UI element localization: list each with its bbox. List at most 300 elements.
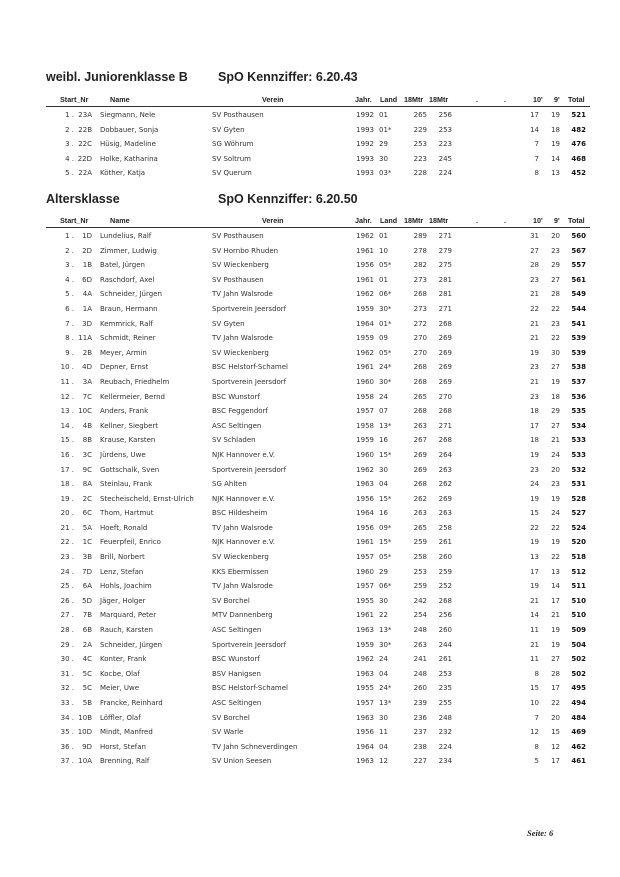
score-18m-1: 270 bbox=[413, 334, 427, 343]
results-table bbox=[46, 108, 590, 181]
start-number: 3A bbox=[82, 377, 92, 386]
score-18m-2: 268 bbox=[438, 319, 452, 328]
shooter-name: Zimmer, Ludwig bbox=[100, 246, 157, 255]
region-code: 30 bbox=[379, 596, 388, 605]
region-code: 01* bbox=[379, 125, 392, 134]
region-code: 30* bbox=[379, 377, 392, 386]
total: 537 bbox=[571, 377, 586, 386]
count-9: 19 bbox=[551, 494, 560, 503]
region-code: 07 bbox=[379, 407, 388, 416]
start-number: 8A bbox=[82, 480, 92, 489]
total: 482 bbox=[571, 125, 586, 134]
region-code: 04 bbox=[379, 480, 388, 489]
score-18m-1: 260 bbox=[413, 684, 427, 693]
rank: 11 . bbox=[60, 377, 74, 386]
count-10: 21 bbox=[530, 334, 539, 343]
club-name: MTV Dannenberg bbox=[212, 611, 273, 620]
start-number: 2C bbox=[82, 494, 92, 503]
shooter-name: Batel, Jürgen bbox=[100, 261, 145, 270]
table-row bbox=[46, 390, 590, 405]
shooter-name: Konter, Frank bbox=[100, 655, 147, 664]
rank: 26 . bbox=[60, 596, 74, 605]
count-10: 22 bbox=[530, 304, 539, 313]
club-name: Sportverein Jeersdorf bbox=[212, 640, 287, 649]
start-number: 3C bbox=[82, 450, 92, 459]
count-10: 23 bbox=[530, 275, 539, 284]
region-code: 03* bbox=[379, 169, 392, 178]
start-number: 6D bbox=[82, 275, 92, 284]
total: 476 bbox=[571, 140, 586, 149]
score-18m-2: 253 bbox=[438, 669, 452, 678]
rank: 34 . bbox=[60, 713, 74, 722]
start-number: 4C bbox=[82, 655, 92, 664]
start-nr-header: Start_Nr bbox=[60, 216, 89, 225]
score-18m-2: 268 bbox=[438, 407, 452, 416]
table-row bbox=[46, 419, 590, 434]
birth-year: 1993 bbox=[356, 169, 374, 178]
club-name: NJK Hannover e.V. bbox=[212, 450, 276, 459]
score-18m-2: 224 bbox=[438, 169, 452, 178]
region-code: 24* bbox=[379, 684, 392, 693]
birth-year: 1960 bbox=[356, 377, 374, 386]
club-name: SV Borchel bbox=[212, 596, 250, 605]
table-row bbox=[46, 652, 590, 667]
score-18m-2: 268 bbox=[438, 596, 452, 605]
total-header: Total bbox=[568, 95, 585, 104]
shooter-name: Kemmrick, Ralf bbox=[100, 319, 153, 328]
region-code: 30 bbox=[379, 465, 388, 474]
rank: 37 . bbox=[60, 757, 74, 766]
rank: 23 . bbox=[60, 553, 74, 562]
table-row bbox=[46, 317, 590, 332]
score-18m-1: 263 bbox=[413, 509, 427, 518]
rank: 2 . bbox=[65, 246, 74, 255]
count-10: 17 bbox=[530, 111, 539, 119]
score-18m-1: 278 bbox=[413, 246, 427, 255]
club-name: SV Wieckenberg bbox=[212, 348, 269, 357]
score-18m-2: 269 bbox=[438, 348, 452, 357]
region-code: 04 bbox=[379, 742, 388, 751]
region-code: 30 bbox=[379, 154, 388, 163]
score-18m-2: 261 bbox=[438, 538, 452, 547]
total: 469 bbox=[571, 728, 586, 737]
score-18m-1: 259 bbox=[413, 538, 427, 547]
birth-year: 1993 bbox=[356, 125, 374, 134]
region-code: 13* bbox=[379, 626, 392, 635]
total: 539 bbox=[571, 334, 586, 343]
score-18m-1: 237 bbox=[413, 728, 427, 737]
total: 452 bbox=[571, 169, 586, 178]
shooter-name: Reubach, Friedhelm bbox=[100, 377, 170, 386]
shooter-name: Anders, Frank bbox=[100, 407, 149, 416]
spo-code: SpO Kennziffer: 6.20.50 bbox=[218, 192, 358, 206]
score-18m-1: 229 bbox=[413, 125, 427, 134]
club-name: BSC Feggendorf bbox=[212, 407, 268, 416]
start-number: 1B bbox=[82, 261, 92, 270]
count-9: 18 bbox=[551, 392, 560, 401]
table-row bbox=[46, 258, 590, 273]
table-row bbox=[46, 346, 590, 361]
region-code: 05* bbox=[379, 553, 392, 562]
count-10: 18 bbox=[530, 407, 539, 416]
birth-year: 1963 bbox=[356, 669, 374, 678]
region-code: 06* bbox=[379, 290, 392, 299]
count-9: 30 bbox=[551, 348, 560, 357]
club-name: BSV Hanigsen bbox=[212, 669, 261, 678]
count-10: 31 bbox=[530, 232, 539, 240]
count-9: 17 bbox=[551, 596, 560, 605]
club-name: Sportverein Jeersdorf bbox=[212, 377, 287, 386]
total: 512 bbox=[571, 567, 586, 576]
rank: 33 . bbox=[60, 699, 74, 707]
start-number: 4D bbox=[82, 363, 92, 372]
count-10: 19 bbox=[530, 494, 539, 503]
rank: 27 . bbox=[60, 611, 74, 620]
birth-year: 1955 bbox=[356, 596, 374, 605]
count-9: 21 bbox=[551, 436, 560, 445]
score-18m-1: 239 bbox=[413, 699, 427, 707]
total: 560 bbox=[571, 232, 586, 240]
score-18m-2: 248 bbox=[438, 713, 452, 722]
count-10: 28 bbox=[530, 261, 539, 270]
club-name: SV Warle bbox=[212, 728, 244, 737]
rank: 21 . bbox=[60, 523, 74, 532]
count-9: 27 bbox=[551, 275, 560, 284]
start-number: 4B bbox=[82, 421, 92, 430]
land-header: Land bbox=[380, 216, 398, 225]
birth-year: 1963 bbox=[356, 626, 374, 635]
club-name: TV Jahn Walsrode bbox=[212, 290, 273, 299]
table-row bbox=[46, 433, 590, 448]
club-name: SV Soltrum bbox=[212, 154, 252, 163]
nine-header: 9' bbox=[554, 216, 560, 225]
score-18m-1: 267 bbox=[413, 436, 427, 445]
shooter-name: Gottschalk, Sven bbox=[100, 465, 160, 474]
count-9: 19 bbox=[551, 538, 560, 547]
start-number: 7C bbox=[82, 392, 92, 401]
table-row bbox=[46, 579, 590, 594]
birth-year: 1957 bbox=[356, 407, 374, 416]
club-name: KKS Ebermissen bbox=[212, 567, 269, 576]
table-row bbox=[46, 404, 590, 419]
start-number: 4A bbox=[82, 290, 92, 299]
total-header: Total bbox=[568, 216, 585, 225]
shooter-name: Feuerpfeil, Enrico bbox=[100, 538, 161, 547]
club-name: SV Borchel bbox=[212, 713, 250, 722]
shooter-name: Jürdens, Uwe bbox=[100, 450, 146, 459]
start-number: 8B bbox=[82, 436, 92, 445]
table-row bbox=[46, 108, 590, 123]
shooter-name: Rauch, Karsten bbox=[100, 626, 153, 635]
count-9: 23 bbox=[551, 319, 560, 328]
shooter-name: Meyer, Armin bbox=[100, 348, 147, 357]
land-header: Land bbox=[380, 95, 398, 104]
count-9: 19 bbox=[551, 111, 560, 119]
shooter-name: Kellner, Siegbert bbox=[100, 421, 159, 430]
dot-header: . bbox=[476, 216, 478, 225]
total: 549 bbox=[571, 290, 586, 299]
count-10: 21 bbox=[530, 377, 539, 386]
score-18m-1: 273 bbox=[413, 275, 427, 284]
table-row bbox=[46, 166, 590, 181]
count-10: 21 bbox=[530, 596, 539, 605]
start-number: 22A bbox=[78, 169, 92, 178]
count-10: 7 bbox=[534, 713, 539, 722]
count-10: 19 bbox=[530, 582, 539, 591]
count-9: 29 bbox=[551, 407, 560, 416]
table-row bbox=[46, 331, 590, 346]
table-row bbox=[46, 463, 590, 478]
club-name: SV Hornbo Rhuden bbox=[212, 246, 279, 255]
ten-header: 10' bbox=[533, 216, 543, 225]
shooter-name: Schmidt, Reiner bbox=[100, 334, 156, 343]
start-number: 2B bbox=[82, 348, 92, 357]
birth-year: 1959 bbox=[356, 334, 374, 343]
score-18m-2: 260 bbox=[438, 626, 452, 635]
count-10: 18 bbox=[530, 436, 539, 445]
count-9: 19 bbox=[551, 626, 560, 635]
score-18m-2: 269 bbox=[438, 363, 452, 372]
count-10: 19 bbox=[530, 450, 539, 459]
score-18m-1: 265 bbox=[413, 523, 427, 532]
shooter-name: Horst, Stefan bbox=[100, 742, 146, 751]
rank: 1 . bbox=[65, 111, 74, 119]
count-10: 7 bbox=[534, 154, 539, 163]
shooter-name: Köther, Katja bbox=[100, 169, 146, 178]
rank: 9 . bbox=[65, 348, 74, 357]
shooter-name: Hoeft, Ronald bbox=[100, 523, 148, 532]
count-10: 7 bbox=[534, 140, 539, 149]
count-10: 15 bbox=[530, 684, 539, 693]
total: 468 bbox=[571, 154, 586, 163]
rank: 28 . bbox=[60, 626, 74, 635]
count-9: 20 bbox=[551, 465, 560, 474]
table-row bbox=[46, 725, 590, 740]
table-row bbox=[46, 375, 590, 390]
m2-header: 18Mtr bbox=[429, 216, 449, 225]
score-18m-2: 275 bbox=[438, 261, 452, 270]
total: 461 bbox=[571, 757, 586, 766]
total: 544 bbox=[571, 304, 586, 313]
region-code: 15* bbox=[379, 538, 392, 547]
total: 527 bbox=[571, 509, 586, 518]
birth-year: 1964 bbox=[356, 742, 374, 751]
score-18m-1: 289 bbox=[413, 232, 427, 240]
count-10: 23 bbox=[530, 392, 539, 401]
count-9: 27 bbox=[551, 363, 560, 372]
total: 521 bbox=[571, 111, 586, 119]
birth-year: 1956 bbox=[356, 494, 374, 503]
table-row bbox=[46, 638, 590, 653]
table-row bbox=[46, 287, 590, 302]
count-9: 24 bbox=[551, 450, 560, 459]
total: 511 bbox=[571, 582, 586, 591]
start-number: 1D bbox=[82, 232, 92, 240]
score-18m-2: 261 bbox=[438, 655, 452, 664]
score-18m-2: 252 bbox=[438, 582, 452, 591]
total: 495 bbox=[571, 684, 586, 693]
birth-year: 1963 bbox=[356, 757, 374, 766]
count-10: 24 bbox=[530, 480, 539, 489]
count-9: 23 bbox=[551, 480, 560, 489]
club-name: SG Ahlten bbox=[212, 480, 247, 489]
total: 567 bbox=[571, 246, 586, 255]
rank: 14 . bbox=[60, 421, 74, 430]
start-number: 3D bbox=[82, 319, 92, 328]
birth-year: 1956 bbox=[356, 728, 374, 737]
region-code: 16 bbox=[379, 509, 388, 518]
rank: 5 . bbox=[65, 169, 74, 178]
count-10: 5 bbox=[534, 757, 539, 766]
score-18m-1: 248 bbox=[413, 669, 427, 678]
region-code: 05* bbox=[379, 261, 392, 270]
score-18m-2: 259 bbox=[438, 567, 452, 576]
birth-year: 1959 bbox=[356, 304, 374, 313]
rank: 12 . bbox=[60, 392, 74, 401]
score-18m-2: 269 bbox=[438, 377, 452, 386]
score-18m-1: 227 bbox=[413, 757, 427, 766]
count-10: 17 bbox=[530, 421, 539, 430]
region-code: 29 bbox=[379, 567, 388, 576]
start-number: 6B bbox=[82, 626, 92, 635]
total: 533 bbox=[571, 450, 586, 459]
birth-year: 1992 bbox=[356, 140, 374, 149]
region-code: 06* bbox=[379, 582, 392, 591]
birth-year: 1957 bbox=[356, 582, 374, 591]
verein-header: Verein bbox=[262, 95, 284, 104]
shooter-name: Francke, Reinhard bbox=[100, 699, 163, 707]
rank: 6 . bbox=[65, 304, 74, 313]
count-10: 8 bbox=[534, 742, 539, 751]
region-code: 30* bbox=[379, 640, 392, 649]
total: 520 bbox=[571, 538, 586, 547]
score-18m-1: 242 bbox=[413, 596, 427, 605]
total: 509 bbox=[571, 626, 586, 635]
table-row bbox=[46, 667, 590, 682]
shooter-name: Jäger, Holger bbox=[100, 596, 146, 605]
club-name: Sportverein Jeersdorf bbox=[212, 465, 287, 474]
region-code: 01* bbox=[379, 319, 392, 328]
birth-year: 1960 bbox=[356, 450, 374, 459]
birth-year: 1957 bbox=[356, 699, 374, 707]
total: 532 bbox=[571, 465, 586, 474]
total: 534 bbox=[571, 421, 586, 430]
count-9: 21 bbox=[551, 611, 560, 620]
count-9: 22 bbox=[551, 553, 560, 562]
name-header: Name bbox=[110, 216, 130, 225]
count-10: 19 bbox=[530, 538, 539, 547]
start-number: 6A bbox=[82, 582, 92, 591]
count-9: 17 bbox=[551, 757, 560, 766]
rank: 25 . bbox=[60, 582, 74, 591]
m2-header: 18Mtr bbox=[429, 95, 449, 104]
count-10: 8 bbox=[534, 669, 539, 678]
score-18m-2: 262 bbox=[438, 480, 452, 489]
start-number: 2A bbox=[82, 640, 92, 649]
count-9: 13 bbox=[551, 169, 560, 178]
total: 502 bbox=[571, 669, 586, 678]
score-18m-2: 270 bbox=[438, 392, 452, 401]
start-number: 3B bbox=[82, 553, 92, 562]
rank: 2 . bbox=[65, 125, 74, 134]
score-18m-1: 263 bbox=[413, 421, 427, 430]
table-row bbox=[46, 565, 590, 580]
count-9: 14 bbox=[551, 582, 560, 591]
rank: 32 . bbox=[60, 684, 74, 693]
rank: 3 . bbox=[65, 261, 74, 270]
count-9: 17 bbox=[551, 684, 560, 693]
dot-header: . bbox=[476, 95, 478, 104]
region-code: 10 bbox=[379, 246, 388, 255]
shooter-name: Löffler, Olaf bbox=[100, 713, 141, 722]
birth-year: 1956 bbox=[356, 261, 374, 270]
score-18m-2: 256 bbox=[438, 111, 452, 119]
club-name: TV Jahn Walsrode bbox=[212, 582, 273, 591]
column-header bbox=[46, 215, 590, 228]
name-header: Name bbox=[110, 95, 130, 104]
start-nr-header: Start_Nr bbox=[60, 95, 89, 104]
score-18m-2: 253 bbox=[438, 125, 452, 134]
start-number: 5C bbox=[82, 684, 92, 693]
table-row bbox=[46, 123, 590, 138]
table-row bbox=[46, 244, 590, 259]
count-9: 20 bbox=[551, 713, 560, 722]
total: 518 bbox=[571, 553, 586, 562]
count-10: 12 bbox=[530, 728, 539, 737]
club-name: NJK Hannover e.V. bbox=[212, 538, 276, 547]
score-18m-2: 245 bbox=[438, 154, 452, 163]
table-row bbox=[46, 477, 590, 492]
table-row bbox=[46, 152, 590, 167]
region-code: 04 bbox=[379, 669, 388, 678]
count-10: 21 bbox=[530, 640, 539, 649]
score-18m-2: 244 bbox=[438, 640, 452, 649]
table-row bbox=[46, 137, 590, 152]
count-10: 11 bbox=[530, 655, 539, 664]
birth-year: 1962 bbox=[356, 348, 374, 357]
rank: 35 . bbox=[60, 728, 74, 737]
page-number: Seite: 6 bbox=[527, 828, 554, 838]
shooter-name: Stecheischeld, Ernst-Ulrich bbox=[100, 494, 194, 503]
start-number: 9D bbox=[82, 742, 92, 751]
shooter-name: Depner, Ernst bbox=[100, 363, 149, 372]
m1-header: 18Mtr bbox=[404, 216, 424, 225]
club-name: BSC Wunstorf bbox=[212, 392, 260, 401]
club-name: SG Wöhrum bbox=[212, 140, 254, 149]
table-row bbox=[46, 535, 590, 550]
club-name: BSC Wunstorf bbox=[212, 655, 260, 664]
nine-header: 9' bbox=[554, 95, 560, 104]
ten-header: 10' bbox=[533, 95, 543, 104]
club-name: TV Jahn Walsrode bbox=[212, 334, 273, 343]
start-number: 5B bbox=[82, 699, 92, 707]
shooter-name: Hüsig, Madeline bbox=[100, 140, 156, 149]
score-18m-1: 268 bbox=[413, 290, 427, 299]
count-9: 23 bbox=[551, 246, 560, 255]
spo-code: SpO Kennziffer: 6.20.43 bbox=[218, 70, 358, 84]
total: 536 bbox=[571, 392, 586, 401]
rank: 16 . bbox=[60, 450, 74, 459]
total: 502 bbox=[571, 655, 586, 664]
birth-year: 1959 bbox=[356, 640, 374, 649]
table-row bbox=[46, 594, 590, 609]
score-18m-2: 269 bbox=[438, 334, 452, 343]
birth-year: 1962 bbox=[356, 465, 374, 474]
m1-header: 18Mtr bbox=[404, 95, 424, 104]
club-name: BSC Helstorf-Schamel bbox=[212, 684, 288, 693]
table-row bbox=[46, 681, 590, 696]
score-18m-1: 268 bbox=[413, 377, 427, 386]
